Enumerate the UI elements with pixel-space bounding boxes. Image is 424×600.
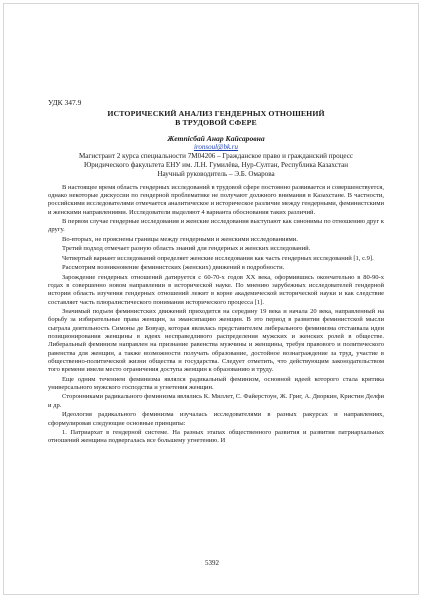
paragraph: В первом случае гендерные исследования и женские исследования выступают как синонимы по отношению друг к другу. <box>48 218 384 234</box>
udk-code: УДК 347.9 <box>48 98 82 107</box>
list-item: 1. Патриархат в гендерной системе. На разных этапах общественного развития и развития патриархальных отношений женщина подвергалась все большему угнетению. И <box>48 429 384 445</box>
affiliation <box>48 152 384 179</box>
paragraph: Четвертый вариант исследований определяет женские исследования как часть гендерных исследований [1, с.9]. <box>62 254 374 262</box>
affiliation-line: Научный руководитель – Э.Б. Омарова <box>157 169 275 178</box>
paragraph: Рассмотрим возникновение феминистских (женских) движений в подробности. <box>62 264 285 272</box>
paragraph: В настоящее время область гендерных исследований в трудовой сфере постоянно развивается и совершенствуется, однако некоторые дискуссии по гендерной проблематике не получают должного внимания в Казахстане. В частности, российскими исследователями отмечается аналитическое и историческое различие между гендерными, феминистскими и женскими направлениями. Исследователи выделяют 4 варианта обоснования таких различий. <box>48 183 384 216</box>
author-email-link[interactable]: ironsoul@bk.ru <box>193 143 239 152</box>
article-body <box>48 98 384 447</box>
paragraph: Сторонниками радикального феминизма являлись К. Миллет, С. Файерстоун, Ж. Григ, А. Дворкин, Кристин Делфи и др. <box>48 393 384 409</box>
affiliation-line: Юридического факультета ЕНУ им. Л.Н. Гумилёва, Нур-Султан, Республика Казахстан <box>83 160 349 169</box>
paragraph: Идеология радикального феминизма изучалась исследователями в разных ракурсах и направлениях, сформулировав следующие основные принципы: <box>48 411 384 427</box>
paragraph: Третий подход отмечает разную область знаний для гендерных и женских исследований. <box>62 245 311 253</box>
author-name: Жетпісбай Анар Кайсаровна <box>167 134 265 144</box>
paragraph: Значимый подъем феминистских движений приходится на середину 19 века и начала 20 века, направленный на борьбу за избирательные права женщин, за эмансипацию женщин. В это период в развитии феминистской мысли сыграла деятельность Симоны де Бовуар, которая являлась представителем либерального феминизма отстаивала идеи позиционирования женщины в идеях несправедливого распределения мужских и женских ролей в обществе. Либеральный феминизм направлен на признание равенства мужчины и женщины, требуя правового и политического равенства для женщин, а также возможности получать образование, достойное вознаграждение за труд, участие в общественно-политической жизни общества и государства. Следует отметить, что действующим законодательством того времени имели место ограничения доступа женщин к образованию и труду. <box>48 308 384 374</box>
title-line: В ТРУДОВОЙ СФЕРЕ <box>175 118 257 128</box>
article-title <box>48 109 384 127</box>
paragraph: Еще одним течением феминизма являлся радикальный феминизм, основной идеей которого стала критика универсального мужского господства и угнетения женщин. <box>48 375 384 391</box>
page-number: 5392 <box>205 559 219 567</box>
document-page <box>3 3 419 595</box>
title-line: ИСТОРИЧЕСКИЙ АНАЛИЗ ГЕНДЕРНЫХ ОТНОШЕНИЙ <box>107 109 325 118</box>
paragraph: Зарождение гендерных отношений датируется с 60-70-х годов XX века, оформившись окончательно в 80-90-х годах в совершенно новом направлении в исторической науке. По мнению зарубежных исследователей гендерной истории область изучения гендерных отношений лежит в корне академической исторической науки и как следствие составляет часть плюралистического понимания исторического процесса [1]. <box>48 273 384 306</box>
paragraph: Во-вторых, не прояснены границы между гендерными и женскими исследованиями. <box>62 235 298 243</box>
affiliation-line: Магистрант 2 курса специальности 7М04206 – Гражданское право и гражданский процесс <box>78 151 354 160</box>
